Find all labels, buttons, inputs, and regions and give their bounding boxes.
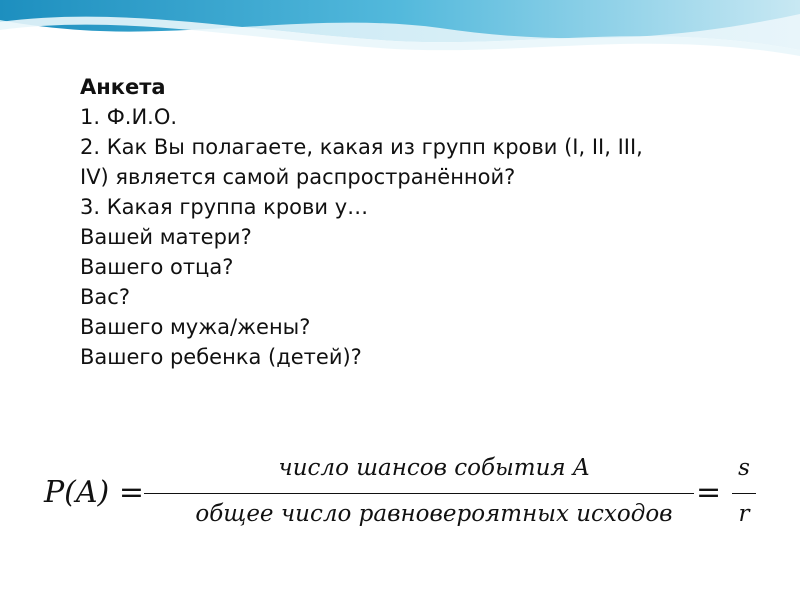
- question-line-2: 2. Как Вы полагаете, какая из групп крови (I, II, III,: [80, 135, 643, 159]
- question-line-4: 3. Какая группа крови у…: [80, 195, 369, 219]
- question-line-8: Вашего мужа/жены?: [80, 315, 311, 339]
- formula-denominator: общее число равновероятных исходов: [195, 501, 673, 527]
- formula-fraction-bar: [144, 493, 694, 494]
- formula-short-numerator: s: [738, 455, 750, 481]
- formula-numerator: число шансов события A: [278, 455, 590, 481]
- question-line-3: IV) является самой распространённой?: [80, 165, 516, 189]
- question-line-6: Вашего отца?: [80, 255, 234, 279]
- questionnaire: [80, 72, 760, 372]
- question-line-5: Вашей матери?: [80, 225, 252, 249]
- formula-short-denominator: r: [738, 501, 750, 527]
- formula-short-fraction-bar: [732, 493, 756, 494]
- formula-lhs: [44, 475, 144, 510]
- question-line-7: Вас?: [80, 285, 130, 309]
- header-wave-decoration: [0, 0, 800, 80]
- question-line-9: Вашего ребенка (детей)?: [80, 345, 362, 369]
- probability-formula: [44, 455, 764, 535]
- formula-lhs-text: P(A): [44, 475, 110, 510]
- questionnaire-title: Анкета: [80, 75, 166, 99]
- question-line-1: 1. Ф.И.О.: [80, 105, 178, 129]
- formula-equals-2: =: [696, 475, 722, 510]
- formula-equals: =: [118, 475, 144, 510]
